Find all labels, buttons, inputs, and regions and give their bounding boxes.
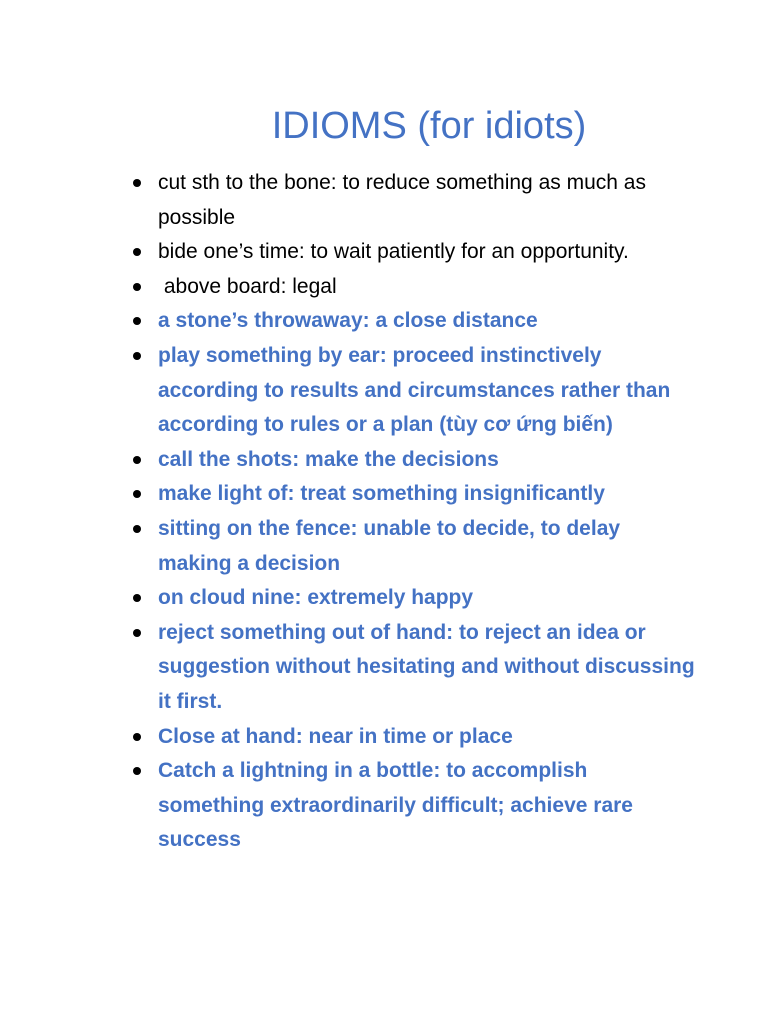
bullet-icon bbox=[133, 248, 141, 256]
list-item bbox=[158, 477, 698, 512]
idiom-text: on cloud nine: extremely happy bbox=[158, 586, 474, 610]
list-item bbox=[158, 443, 698, 478]
idiom-text: a stone’s throwaway: a close distance bbox=[158, 309, 538, 333]
idiom-text: make light of: treat something insignificantly bbox=[158, 482, 605, 506]
list-item bbox=[158, 581, 698, 616]
idiom-text: cut sth to the bone: to reduce something as much as possible bbox=[158, 171, 646, 229]
list-item bbox=[158, 512, 698, 581]
bullet-icon bbox=[133, 317, 141, 325]
bullet-icon bbox=[133, 352, 141, 360]
bullet-icon bbox=[133, 456, 141, 464]
list-item bbox=[158, 616, 698, 720]
idiom-text: call the shots: make the decisions bbox=[158, 447, 499, 471]
bullet-icon bbox=[133, 283, 141, 291]
bullet-icon bbox=[133, 629, 141, 637]
list-item bbox=[158, 270, 698, 305]
list-item bbox=[158, 720, 698, 755]
idiom-text: reject something out of hand: to reject an idea or suggestion without hesitating and without discussing it first. bbox=[158, 620, 695, 713]
list-item bbox=[158, 339, 698, 443]
list-item bbox=[158, 166, 698, 235]
page-title: IDIOMS (for idiots) bbox=[271, 105, 587, 147]
idiom-text: play something by ear: proceed instinctively according to results and circumstances rather than according to rules or a plan (tùy cơ ứng biến) bbox=[158, 343, 671, 437]
bullet-icon bbox=[133, 179, 141, 187]
bullet-icon bbox=[133, 767, 141, 775]
idiom-text: Close at hand: near in time or place bbox=[158, 724, 513, 748]
idiom-text: above board: legal bbox=[158, 274, 337, 298]
idiom-text: bide one’s time: to wait patiently for an opportunity. bbox=[158, 240, 629, 264]
bullet-icon bbox=[133, 490, 141, 498]
bullet-icon bbox=[133, 733, 141, 741]
idiom-list bbox=[158, 166, 698, 858]
bullet-icon bbox=[133, 594, 141, 602]
list-item bbox=[158, 754, 698, 858]
list-item bbox=[158, 235, 698, 270]
list-item bbox=[158, 304, 698, 339]
idiom-text: sitting on the fence: unable to decide, to delay making a decision bbox=[158, 516, 621, 575]
bullet-icon bbox=[133, 525, 141, 533]
idiom-text: Catch a lightning in a bottle: to accomplish something extraordinarily difficult; achieve rare success bbox=[158, 759, 633, 852]
